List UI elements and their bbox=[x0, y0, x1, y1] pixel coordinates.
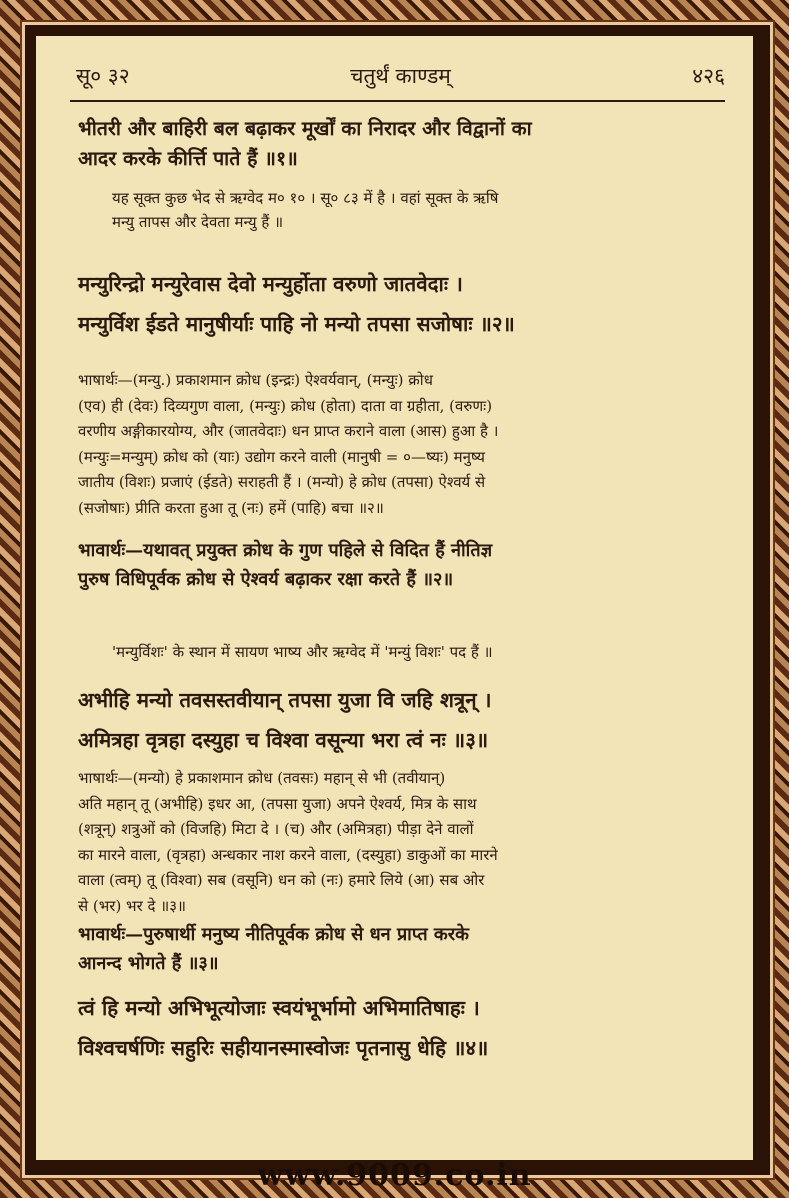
bhashartha-3: भाषार्थः—(मन्यो) हे प्रकाशमान क्रोध (तवसः) महान् से भी (तवीयान्) अति महान् तू (अभीहि) इधर आ, (तपसा युजा) अपने ऐश्वर्य, मित्र के साथ (शत्रून्) शत्रुओं को (विजहि) मिटा दे । (च) और (अमित्रहा) पीड़ा देने वालों का मारने वाला, (वृत्रहा) अन्धकार नाश करने वाला, (दस्युहा) डाकुओं का मारने वाला (त्वम्) तू (विश्वा) सब (वसूनि) धन को (नः) हमारे लिये (आ) सब ओर से (भर) भर दे ॥३॥ bbox=[78, 769, 498, 915]
mantra-3: अभीहि मन्यो तवसस्तवीयान् तपसा युजा वि जहि शत्रून् । अमित्रहा वृत्रहा दस्युहा च विश्वा वसून्या भरा त्वं नः ॥३॥ bbox=[78, 688, 492, 752]
note-rigveda-reference: यह सूक्त कुछ भेद से ऋग्वेद म० १० । सू० ८३ में है । वहां सूक्त के ऋषि मन्यु तापस और देवता मन्यु हैं ॥ bbox=[112, 189, 499, 231]
mantra-4: त्वं हि मन्यो अभिभूत्योजाः स्वयंभूर्भामो अभिमातिषाहः । विश्वचर्षणिः सहुरिः सहीयानस्मास्वोजः पृतनासु धेहि ॥४॥ bbox=[78, 996, 489, 1060]
book-page bbox=[36, 36, 753, 1160]
kanda-title: चतुर्थं काण्डम् bbox=[350, 64, 451, 88]
sukta-number: सू० ३२ bbox=[76, 64, 130, 88]
bhavartha-2: भावार्थः—यथावत् प्रयुक्त क्रोध के गुण पहिले से विदित हैं नीतिज्ञ पुरुष विधिपूर्वक क्रोध से ऐश्वर्य बढ़ाकर रक्षा करते हैं ॥२॥ bbox=[78, 540, 493, 590]
intro-bhavartha: भीतरी और बाहिरी बल बढ़ाकर मूर्खों का निरादर और विद्वानों का आदर करके कीर्त्ति पाते हैं ॥१॥ bbox=[78, 117, 532, 170]
bhavartha-3: भावार्थः—पुरुषार्थी मनुष्य नीतिपूर्वक क्रोध से धन प्राप्त करके आनन्द भोगते हैं ॥३॥ bbox=[78, 924, 469, 974]
bhashartha-2: भाषार्थः—(मन्यु.) प्रकाशमान क्रोध (इन्द्रः) ऐश्वर्यवान्, (मन्युः) क्रोध (एव) ही (देवः) दिव्यगुण वाला, (मन्युः) क्रोध (होता) दाता वा ग्रहीता, (वरुणः) वरणीय अङ्गीकारयोग्य, और (जातवेदाः) धन प्राप्त कराने वाला (आस) हुआ है । (मन्युः=मन्युम्) क्रोध को (याः) उद्योग करने वाली (मानुषी = ०—ष्यः) मनुष्य जातीय (विशः) प्रजाएं (ईडते) सराहती हैं । (मन्यो) हे क्रोध (तपसा) ऐश्वर्य से (सजोषाः) प्रीति करता हुआ तू (नः) हमें (पाहि) बचा ॥२॥ bbox=[78, 371, 499, 517]
header-divider bbox=[70, 100, 725, 102]
note-sayana: 'मन्युर्विशः' के स्थान में सायण भाष्य और ऋग्वेद में 'मन्युं विशः' पद हैं ॥ bbox=[112, 643, 493, 661]
mantra-2: मन्युरिन्द्रो मन्युरेवास देवो मन्युर्होता वरुणो जातवेदाः । मन्युर्विश ईडते मानुषीर्याः पाहि नो मन्यो तपसा सजोषाः ॥२॥ bbox=[78, 272, 515, 336]
page-number: ४२६ bbox=[692, 64, 725, 88]
page-header bbox=[76, 62, 725, 90]
website-footer: www.9009.co.in bbox=[257, 1158, 532, 1193]
